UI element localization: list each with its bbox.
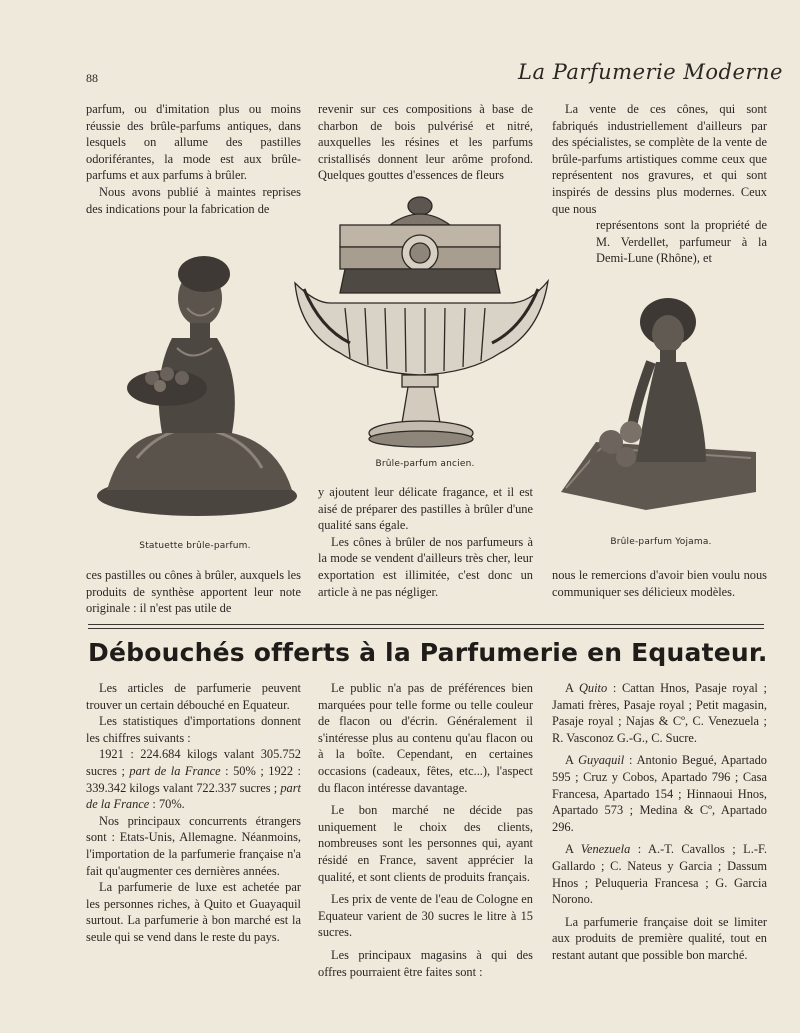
article-col1 bbox=[86, 680, 301, 946]
upper-col3-top bbox=[552, 101, 767, 217]
upper-col1-bottom bbox=[86, 567, 301, 617]
article-title: Débouchés offerts à la Parfumerie en Equateur. bbox=[88, 638, 768, 667]
paragraph: Les articles de parfumerie peuvent trouver un certain débouché en Equateur. bbox=[86, 681, 301, 712]
venezuela-paragraph: A Venezuela : A.-T. Cavallos ; L.-F. Gallardo ; C. Nateus y Garcia ; Dassum Hnos ; Peluqueria Francesa ; G. Garcia Norono. bbox=[552, 842, 767, 907]
upper-col3-bottom bbox=[552, 567, 767, 600]
paragraph: Les statistiques d'importations donnent les chiffres suivants : bbox=[86, 714, 301, 745]
paragraph: La parfumerie de luxe est achetée par les personnes riches, à Quito et Guayaquil surtout. La parfumerie à bon marché est la seule qui se vend dans le reste du pays. bbox=[86, 880, 301, 944]
article-col3 bbox=[552, 680, 767, 964]
paragraph: Les prix de vente de l'eau de Cologne en Equateur varient de 30 sucres le litre à 15 sucres. bbox=[318, 892, 533, 940]
paragraph: parfum, ou d'imitation plus ou moins réussie des brûle-parfums antiques, dans lesquels on allume des pastilles odoriférantes, la mode est aux brûle-parfums et aux parfums à brûler. bbox=[86, 102, 301, 183]
upper-col3-narrow bbox=[596, 217, 767, 267]
paragraph: revenir sur ces compositions à base de charbon de bois pulvérisé et nitré, auxquelles les résines et les parfums cristallisés donnent leur arôme profond. Quelques gouttes d'essences de fleurs bbox=[318, 102, 533, 183]
ancient-burner-illustration bbox=[290, 193, 552, 451]
paragraph: Le public n'a pas de préférences bien marquées pour telle forme ou telle couleur de flacon ou d'écrin. Généralement il s'intéresse plus au contenu qu'au flacon ou à la boîte. Cependant, en certaines occasions (cadeaux, fêtes, etc...), l'aspect du flacon intéresse davantage. bbox=[318, 681, 533, 795]
yojama-burner-illustration bbox=[556, 282, 762, 517]
statuette-illustration bbox=[92, 228, 302, 528]
caption-ancient: Brûle-parfum ancien. bbox=[375, 459, 475, 469]
paragraph: Nous avons publié à maintes reprises des indications pour la fabrication de bbox=[86, 184, 301, 216]
running-title: La Parfumerie Moderne bbox=[518, 60, 783, 84]
upper-col2-top bbox=[318, 101, 533, 184]
paragraph: nous le remercions d'avoir bien voulu nous communiquer ses délicieux modèles. bbox=[552, 568, 767, 599]
section-divider-bottom bbox=[88, 628, 764, 629]
paragraph: Les principaux magasins à qui des offres pourraient être faites sont : bbox=[318, 947, 533, 979]
caption-yojama: Brûle-parfum Yojama. bbox=[610, 537, 712, 547]
upper-col1-top bbox=[86, 101, 301, 217]
paragraph: Nos principaux concurrents étrangers sont : Etats-Unis, Allemagne. Néanmoins, l'importation de la parfumerie française n'a fait qu'augmenter ces dernières années. bbox=[86, 813, 301, 878]
caption-statuette: Statuette brûle-parfum. bbox=[139, 541, 251, 551]
paragraph: représentons sont la propriété de M. Verdellet, parfumeur à la Demi-Lune (Rhône), et bbox=[596, 218, 767, 266]
paragraph: Les cônes à brûler de nos parfumeurs à la mode se vendent d'ailleurs très cher, leur exportation est illimitée, c'est donc un article à ne pas négliger. bbox=[318, 534, 533, 599]
article-col2 bbox=[318, 680, 533, 980]
paragraph: Le bon marché ne décide pas uniquement le choix des clients, nombreuses sont les personnes qui, ayant résidé en France, savent apprécier la qualité, et sont clients de produits français. bbox=[318, 803, 533, 884]
paragraph: La vente de ces cônes, qui sont fabriqués industriellement d'ailleurs par des spécialistes, se complète de la vente de brûle-parfums artistiques comme ceux que représentent nos gravures, et qui sont inspirés de dessins plus modernes. Ceux que nous bbox=[552, 102, 767, 216]
guayaquil-paragraph: A Guyaquil : Antonio Begué, Apartado 595 ; Cruz y Cobos, Apartado 796 ; Casa Francesa, Apartado 154 ; Hinnaoui Hnos, Apartado 573 ; Medina & Cº, Apartado 296. bbox=[552, 753, 767, 834]
section-divider-top bbox=[88, 624, 764, 625]
paragraph: La parfumerie française doit se limiter aux produits de première qualité, tout en restant autant que possible bon marché. bbox=[552, 914, 767, 962]
statistics-paragraph: 1921 : 224.684 kilogs valant 305.752 sucres ; part de la France : 50% ; 1922 : 339.342 kilogs valant 722.337 sucres ; part de la France : 70%. bbox=[86, 747, 301, 812]
paragraph: y ajoutent leur délicate fragance, et il est aisé de préparer des pastilles à brûler d'une qualité sans égale. bbox=[318, 485, 533, 533]
quito-paragraph: A Quito : Cattan Hnos, Pasaje royal ; Jamati frères, Pasaje royal ; Petit magasin, Pasaje royal ; Najas & Cº, C. Venezuela ; R. Vasconoz G.-G., C. Sucre. bbox=[552, 681, 767, 745]
paragraph: ces pastilles ou cônes à brûler, auxquels les produits de synthèse apportent leur note originale : il n'est pas utile de bbox=[86, 568, 301, 616]
upper-col2-bottom bbox=[318, 484, 533, 600]
page-number: 88 bbox=[86, 71, 98, 85]
